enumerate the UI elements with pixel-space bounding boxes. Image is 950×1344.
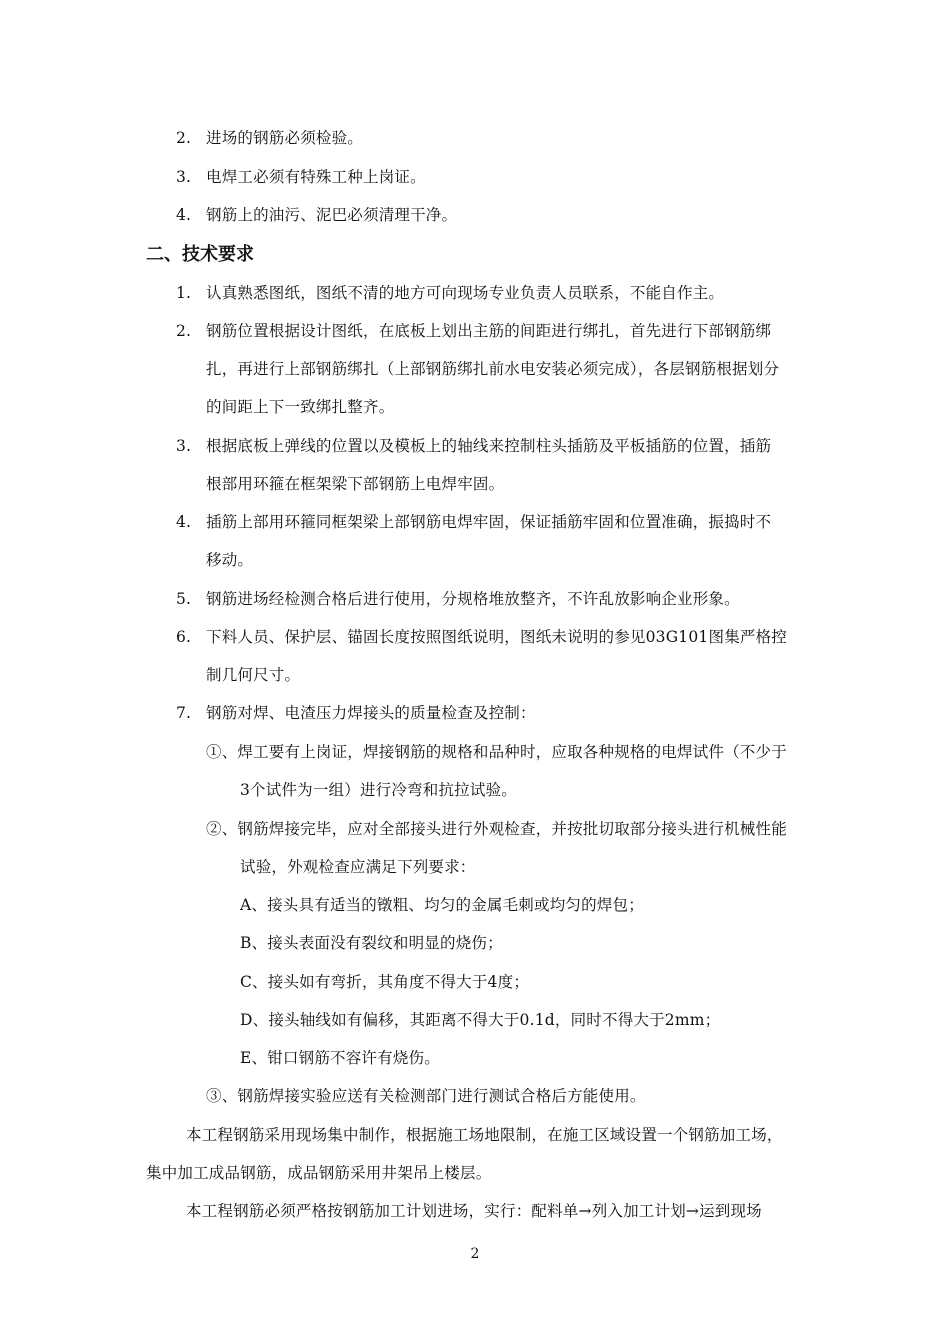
page-number: 2 [470,1246,480,1262]
list-item: 7. 钢筋对焊、电渣压力焊接头的质量检查及控制： [176,704,536,722]
list-item: 3. 电焊工必须有特殊工种上岗证。 [176,168,426,186]
list-item: 2. 进场的钢筋必须检验。 [176,129,364,147]
list-item-continuation: 制几何尺寸。 [206,666,301,684]
sub-item-continuation: 3个试件为一组）进行冷弯和抗拉试验。 [240,781,517,799]
paragraph-line: 本工程钢筋必须严格按钢筋加工计划进场，实行：配料单→列入加工计划→运到现场 [186,1202,762,1220]
list-item-continuation: 的间距上下一致绑扎整齐。 [206,398,395,416]
list-item: 4. 插筋上部用环箍同框架梁上部钢筋电焊牢固，保证插筋牢固和位置准确，振捣时不 [176,513,772,531]
requirement-item: A、接头具有适当的镦粗、均匀的金属毛刺或均匀的焊包； [240,896,644,914]
requirement-item: B、接头表面没有裂纹和明显的烧伤； [240,934,503,952]
requirement-item: E、钳口钢筋不容许有烧伤。 [240,1049,440,1067]
list-item: 5. 钢筋进场经检测合格后进行使用，分规格堆放整齐，不许乱放影响企业形象。 [176,590,740,608]
requirement-item: C、接头如有弯折，其角度不得大于4度； [240,973,530,991]
list-item: 3. 根据底板上弹线的位置以及模板上的轴线来控制柱头插筋及平板插筋的位置，插筋 [176,437,772,455]
list-item-continuation: 根部用环箍在框架梁下部钢筋上电焊牢固。 [206,475,505,493]
sub-item: ②、钢筋焊接完毕，应对全部接头进行外观检查，并按批切取部分接头进行机械性能 [206,820,787,838]
list-item: 2. 钢筋位置根据设计图纸，在底板上划出主筋的间距进行绑扎，首先进行下部钢筋绑 [176,322,772,340]
list-item: 1. 认真熟悉图纸，图纸不清的地方可向现场专业负责人员联系，不能自作主。 [176,284,725,302]
paragraph-line: 集中加工成品钢筋，成品钢筋采用井架吊上楼层。 [146,1164,492,1182]
list-item-continuation: 移动。 [206,551,254,569]
sub-item-continuation: 试验，外观检查应满足下列要求： [240,858,476,876]
requirement-item: D、接头轴线如有偏移，其距离不得大于0.1d，同时不得大于2mm； [240,1011,721,1029]
paragraph-line: 本工程钢筋采用现场集中制作，根据施工场地限制，在施工区域设置一个钢筋加工场， [186,1126,783,1144]
sub-item: ③、钢筋焊接实验应送有关检测部门进行测试合格后方能使用。 [206,1087,646,1105]
sub-item: ①、焊工要有上岗证，焊接钢筋的规格和品种时，应取各种规格的电焊试件（不少于 [206,743,787,761]
list-item-continuation: 扎，再进行上部钢筋绑扎（上部钢筋绑扎前水电安装必须完成），各层钢筋根据划分 [206,360,780,378]
list-item: 6. 下料人员、保护层、锚固长度按照图纸说明，图纸未说明的参见03G101图集严格控 [176,628,787,646]
section-heading: 二、技术要求 [146,244,254,265]
list-item: 4. 钢筋上的油污、泥巴必须清理干净。 [176,206,458,224]
